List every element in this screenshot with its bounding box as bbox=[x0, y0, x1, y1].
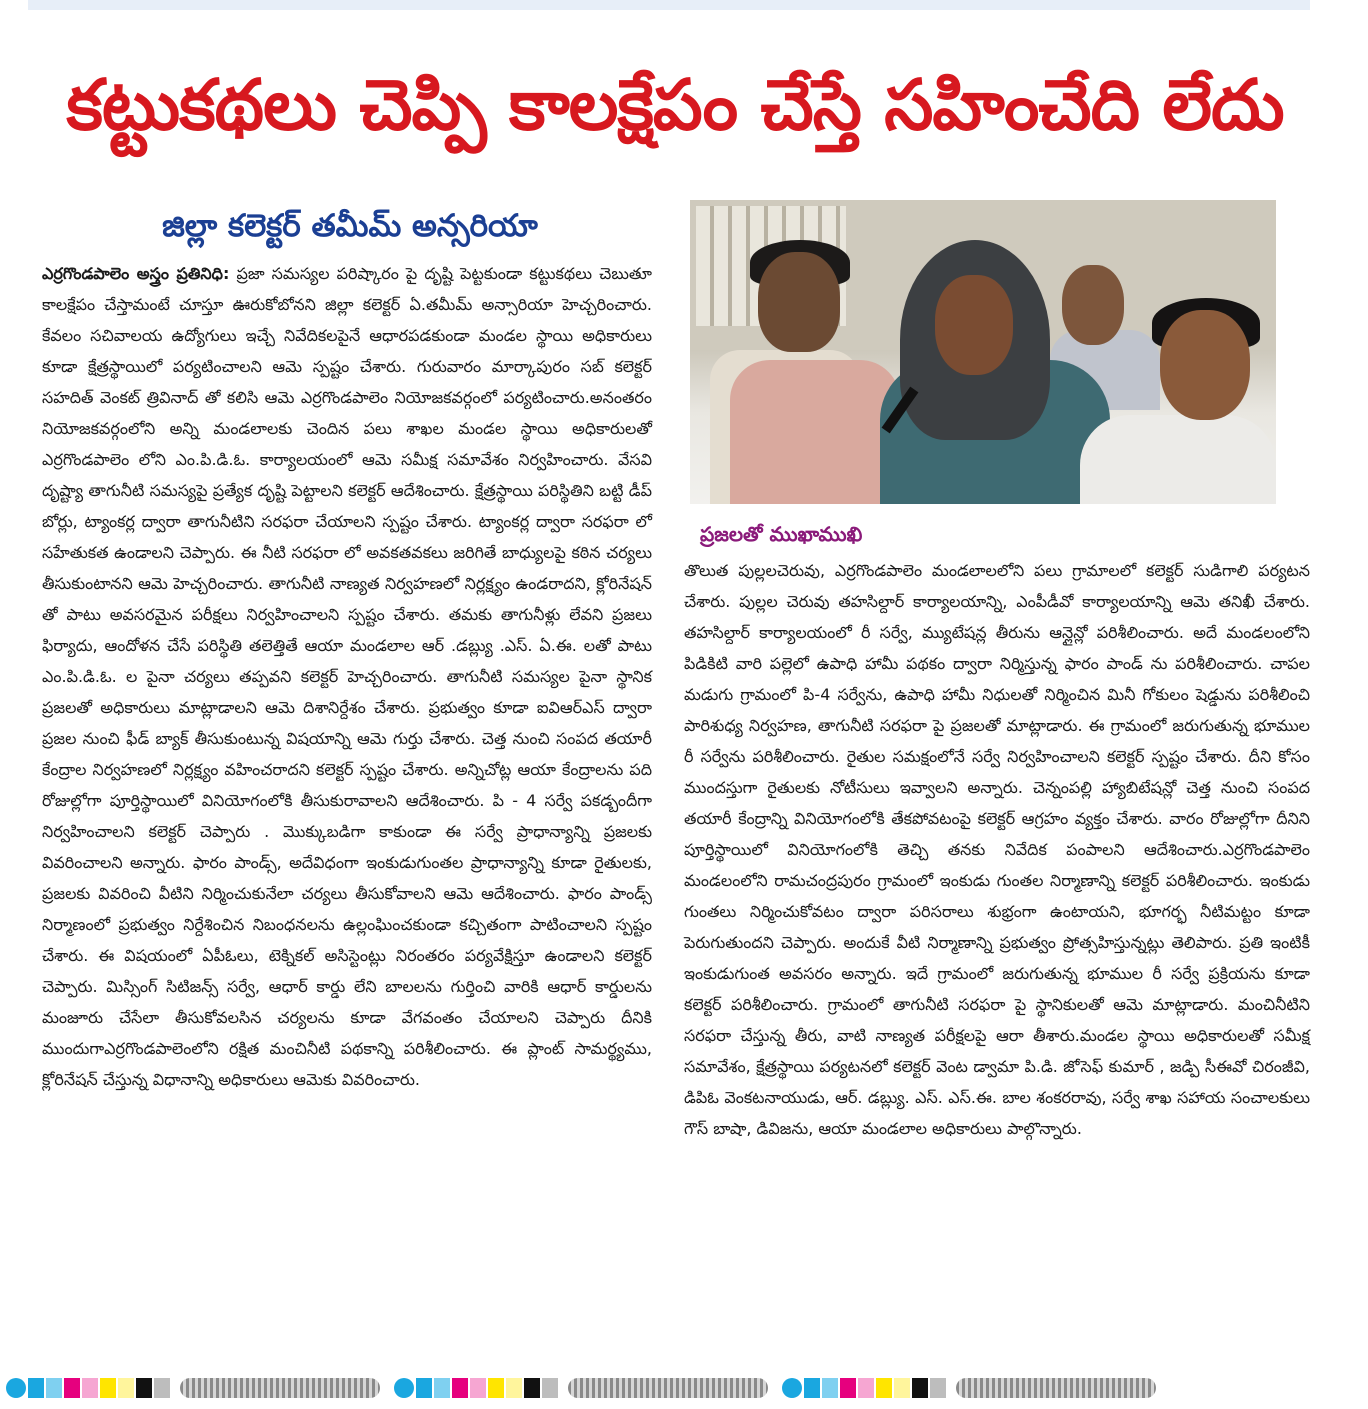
color-swatch bbox=[416, 1378, 432, 1398]
photo-caption: ప్రజలతో ముఖాముఖి bbox=[700, 522, 863, 546]
gray-gradient-pill bbox=[180, 1378, 380, 1398]
photo-man-face bbox=[758, 252, 840, 352]
color-swatch bbox=[804, 1378, 820, 1398]
color-swatch bbox=[452, 1378, 468, 1398]
color-swatch bbox=[154, 1378, 170, 1398]
color-swatch bbox=[64, 1378, 80, 1398]
gray-gradient-pill bbox=[568, 1378, 768, 1398]
color-swatch bbox=[858, 1378, 874, 1398]
color-swatch bbox=[524, 1378, 540, 1398]
photo-man-body bbox=[730, 360, 900, 504]
top-border-band bbox=[28, 0, 1310, 10]
subheadline: జిల్లా కలెక్టర్ తమీమ్ అన్సరియా bbox=[162, 208, 538, 244]
article-left-column bbox=[42, 258, 652, 1358]
color-swatch bbox=[930, 1378, 946, 1398]
photo-background-person-face bbox=[1062, 265, 1124, 345]
color-swatch bbox=[822, 1378, 838, 1398]
color-swatch bbox=[488, 1378, 504, 1398]
color-swatch bbox=[434, 1378, 450, 1398]
color-swatch bbox=[394, 1378, 414, 1398]
color-swatch bbox=[136, 1378, 152, 1398]
meeting-photo bbox=[690, 200, 1276, 504]
color-swatch-group bbox=[782, 1378, 1164, 1398]
color-swatch bbox=[876, 1378, 892, 1398]
photo-collector-face bbox=[935, 275, 1013, 375]
color-swatch bbox=[28, 1378, 44, 1398]
color-swatch bbox=[470, 1378, 486, 1398]
article-left-text: ప్రజా సమస్యల పరిష్కారం పై దృష్టి పెట్టకుండా కట్టుకథలు చెబుతూ కాలక్షేపం చేస్తామంటే చూస్తూ ఊరుకోబోనని జిల్లా కలెక్టర్ ఏ.తమీమ్ అన్సారియా హెచ్చరించారు. కేవలం సచివాలయ ఉద్యోగులు ఇచ్చే నివేదికలపైనే ఆధారపడకుండా మండల స్థాయి అధికారులు కూడా క్షేత్రస్థాయిలో పర్యటించాలని ఆమె స్పష్టం చేశారు. గురువారం మార్కాపురం సబ్ కలెక్టర్ సహదిత్ వెంకట్ త్రివినాద్ తో కలిసి ఆమె ఎర్రగొండపాలెం నియోజకవర్గంలో పర్యటించారు.అనంతరం నియోజకవర్గంలోని అన్ని మండలాలకు చెందిన పలు శాఖల మండల స్థాయి అధికారులతో ఎర్రగొండపాలెం లోని ఎం.పి.డి.ఓ. కార్యాలయంలో ఆమె సమీక్ష సమావేశం నిర్వహించారు. వేసవి దృష్ట్యా తాగునీటి సమస్యపై ప్రత్యేక దృష్టి పెట్టాలని కలెక్టర్ ఆదేశించారు. క్షేత్రస్థాయి పరిస్థితిని బట్టి డీప్ బోర్లు, ట్యాంకర్ల ద్వారా తాగునీటిని సరఫరా చేయాలని స్పష్టం చేశారు. ట్యాంకర్ల ద్వారా సరఫరా లో సహేతుకత ఉండాలని చెప్పారు. ఈ నీటి సరఫరా లో అవకతవకలు జరిగితే బాధ్యులపై కఠిన చర్యలు తీసుకుంటానని ఆమె హెచ్చరించారు. తాగునీటి నాణ్యత నిర్వహణలో నిర్లక్ష్యం ఉండరాదని, క్లోరినేషన్ తో పాటు అవసరమైన పరీక్షలు నిర్వహించాలని స్పష్టం చేశారు. తమకు తాగునీళ్లు లేవని ప్రజలు ఫిర్యాదు, ఆందోళన చేసే పరిస్థితి తలెత్తితే ఆయా మండలాల ఆర్ .డబ్ల్యు .ఎస్. ఏ.ఈ. లతో పాటు ఎం.పి.డి.ఓ. ల పైనా చర్యలు తప్పవని కలెక్టర్ హెచ్చరించారు. తాగునీటి సమస్యల పైనా స్థానిక ప్రజలతో అధికారులు మాట్లాడాలని ఆమె దిశానిర్దేశం చేశారు. ప్రభుత్వం కూడా ఐవిఆర్ఎస్ ద్వారా ప్రజల నుంచి ఫీడ్ బ్యాక్ తీసుకుంటున్న విషయాన్ని ఆమె గుర్తు చేశారు. చెత్త నుంచి సంపద తయారీ కేంద్రాల నిర్వహణలో నిర్లక్ష్యం వహించరాదని కలెక్టర్ స్పష్టం చేశారు. అన్నిచోట్ల ఆయా కేంద్రాలను పది రోజుల్లోగా పూర్తిస్థాయిలో వినియోగంలోకి తీసుకురావాలని ఆదేశించారు. పి - 4 సర్వే పకడ్బందీగా నిర్వహించాలని కలెక్టర్ చెప్పారు . మొక్కుబడిగా కాకుండా ఈ సర్వే ప్రాధాన్యాన్ని ప్రజలకు వివరించాలని అన్నారు. ఫారం పాండ్స్, అదేవిధంగా ఇంకుడుగుంతల ప్రాధాన్యాన్ని కూడా రైతులకు, ప్రజలకు వివరించి వీటిని నిర్మించుకునేలా చర్యలు తీసుకోవాలని ఆమె ఆదేశించారు. ఫారం పాండ్స్ నిర్మాణంలో ప్రభుత్వం నిర్దేశించిన నిబంధనలను ఉల్లంఘించకుండా కచ్చితంగా పాటించాలని స్పష్టం చేశారు. ఈ విషయంలో ఏపీఓలు, టెక్నికల్ అసిస్టెంట్లు నిరంతరం పర్యవేక్షిస్తూ ఉండాలని కలెక్టర్ చెప్పారు. మిస్సింగ్ సిటిజన్స్ సర్వే, ఆధార్ కార్డు లేని బాలలను గుర్తించి వారికి ఆధార్ కార్డులను మంజూరు చేసేలా తీసుకోవలసిన చర్యలను కూడా వేగవంతం చేయాలని చెప్పారు దీనికి ముందుగాఎర్రగొండపాలెంలోని రక్షిత మంచినీటి పథకాన్ని పరిశీలించారు. ఈ ప్లాంట్ సామర్థ్యము, క్లోరినేషన్ చేస్తున్న విధానాన్ని అధికారులు ఆమెకు వివరించారు. bbox=[42, 264, 652, 1089]
color-swatch bbox=[840, 1378, 856, 1398]
color-swatch bbox=[118, 1378, 134, 1398]
article-right-column: తొలుత పుల్లలచెరువు, ఎర్రగొండపాలెం మండలాలలోని పలు గ్రామాలలో కలెక్టర్ సుడిగాలి పర్యటన చేశారు. పుల్లల చెరువు తహసిల్దార్ కార్యాలయాన్ని, ఎంపీడీవో కార్యాలయాన్ని ఆమె తనిఖీ చేశారు. తహసిల్దార్ కార్యాలయంలో రీ సర్వే, మ్యుటేషన్ల తీరును ఆన్లైన్లో పరిశీలించారు. అదే మండలంలోని పిడికిటి వారి పల్లెలో ఉపాధి హామీ పథకం ద్వారా నిర్మిస్తున్న ఫారం పాండ్ ను పరిశీలించారు. చాపల మడుగు గ్రామంలో పి-4 సర్వేను, ఉపాధి హామీ నిధులతో నిర్మించిన మినీ గోకులం షెడ్డును పరిశీలించి పారిశుధ్య నిర్వహణ, తాగునీటి సరఫరా పై ప్రజలతో మాట్లాడారు. ఈ గ్రామంలో జరుగుతున్న భూముల రీ సర్వేను పరిశీలించారు. రైతుల సమక్షంలోనే సర్వే నిర్వహించాలని కలెక్టర్ స్పష్టం చేశారు. దీని కోసం ముందస్తుగా రైతులకు నోటీసులు ఇవ్వాలని అన్నారు. చెన్నంపల్లి హ్యాబిటేషన్లో చెత్త నుంచి సంపద తయారీ కేంద్రాన్ని వినియోగంలోకి తేకపోవటంపై కలెక్టర్ ఆగ్రహం వ్యక్తం చేశారు. వారం రోజుల్లోగా దీనిని పూర్తిస్థాయిలో వినియోగంలోకి తెచ్చి తనకు నివేదిక పంపాలని ఆదేశించారు.ఎర్రగొండపాలెం మండలంలోని రామచంద్రపురం గ్రామంలో ఇంకుడు గుంతల నిర్మాణాన్ని కలెక్టర్ పరిశీలించారు. ఇంకుడు గుంతలు నిర్మించుకోవటం ద్వారా పరిసరాలు శుభ్రంగా ఉంటాయని, భూగర్భ నీటిమట్టం కూడా పెరుగుతుందని చెప్పారు. అందుకే వీటి నిర్మాణాన్ని ప్రభుత్వం ప్రోత్సహిస్తున్నట్లు తెలిపారు. ప్రతి ఇంటికీ ఇంకుడుగుంత అవసరం అన్నారు. ఇదే గ్రామంలో జరుగుతున్న భూముల రీ సర్వే ప్రక్రియను కూడా కలెక్టర్ పరిశీలించారు. గ్రామంలో తాగునీటి సరఫరా పై స్థానికులతో ఆమె మాట్లాడారు. మంచినీటిని సరఫరా చేస్తున్న తీరు, వాటి నాణ్యత పరీక్షలపై ఆరా తీశారు.మండల స్థాయి అధికారులతో సమీక్ష సమావేశం, క్షేత్రస్థాయి పర్యటనలో కలెక్టర్ వెంట డ్వామా పి.డి. జోసెఫ్ కుమార్ , జడ్పి సీఈవో చిరంజీవి, డిపిఓ వెంకటనాయుడు, ఆర్. డబ్ల్యు. ఎస్. ఎస్.ఈ. బాల శంకరరావు, సర్వే శాఖ సహాయ సంచాలకులు గౌస్ బాషా, డివిజను, ఆయా మండలాల అధికారులు పాల్గొన్నారు. bbox=[684, 561, 1310, 1138]
dateline: ఎర్రగొండపాలెం అస్త్రం ప్రతినిధి: bbox=[42, 264, 230, 283]
photo-young-man-body bbox=[1080, 415, 1276, 504]
color-swatch bbox=[542, 1378, 558, 1398]
color-swatch bbox=[506, 1378, 522, 1398]
photo-young-man-face bbox=[1160, 310, 1250, 420]
color-swatch bbox=[100, 1378, 116, 1398]
gray-gradient-pill bbox=[956, 1378, 1156, 1398]
print-color-bar bbox=[0, 1375, 1368, 1401]
color-swatch-group bbox=[6, 1378, 388, 1398]
headline: కట్టుకథలు చెప్పి కాలక్షేపం చేస్తే సహించేది లేదు bbox=[66, 64, 1284, 146]
color-swatch-group bbox=[394, 1378, 776, 1398]
color-swatch bbox=[46, 1378, 62, 1398]
color-swatch bbox=[82, 1378, 98, 1398]
color-swatch bbox=[6, 1378, 26, 1398]
color-swatch bbox=[912, 1378, 928, 1398]
color-swatch bbox=[894, 1378, 910, 1398]
color-swatch bbox=[782, 1378, 802, 1398]
